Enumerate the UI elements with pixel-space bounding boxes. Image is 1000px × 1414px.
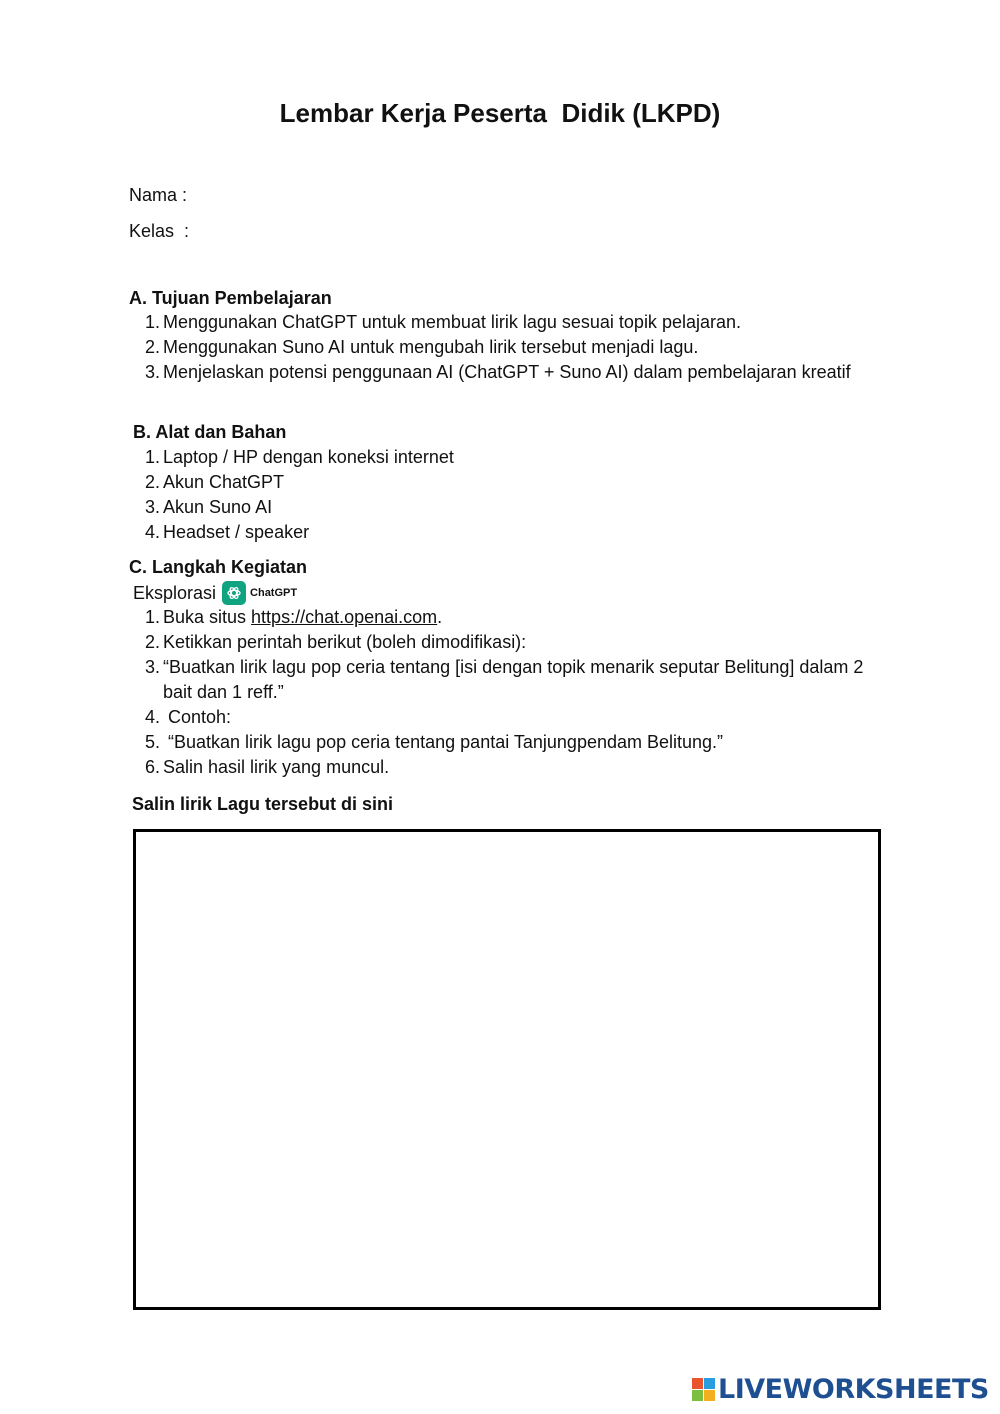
explore-line	[133, 581, 297, 605]
section-c-list	[145, 605, 883, 780]
page-title: Lembar Kerja Peserta Didik (LKPD)	[279, 98, 721, 128]
list-item: 2. Ketikkan perintah berikut (boleh dimodifikasi):	[145, 632, 527, 652]
list-item: 6. Salin hasil lirik yang muncul.	[145, 757, 390, 777]
section-c-heading: C. Langkah Kegiatan	[129, 557, 308, 577]
list-item: 5. “Buatkan lirik lagu pop ceria tentang pantai Tanjungpendam Belitung.”	[145, 732, 724, 752]
list-item: 4. Headset / speaker	[145, 522, 310, 542]
list-item: 3. Menjelaskan potensi penggunaan AI (ChatGPT + Suno AI) dalam pembelajaran kreatif	[145, 362, 851, 382]
section-a-list	[145, 310, 883, 385]
list-item: 3. Akun Suno AI	[145, 497, 273, 517]
liveworksheets-logo	[692, 1374, 989, 1405]
lyrics-input[interactable]	[136, 832, 878, 1307]
answer-label: Salin lirik Lagu tersebut di sini	[132, 794, 394, 814]
section-a-heading: A. Tujuan Pembelajaran	[129, 288, 332, 308]
liveworksheets-text: LIVEWORKSHEETS	[718, 1374, 989, 1405]
openai-link[interactable]: https://chat.openai.com	[251, 607, 438, 627]
section-b-list	[145, 445, 883, 545]
chatgpt-icon	[222, 581, 246, 605]
nama-label: Nama :	[129, 185, 188, 205]
list-item: 4. Contoh:	[145, 707, 232, 727]
explore-label: Eksplorasi	[133, 582, 217, 603]
cube-v	[692, 1390, 703, 1401]
chatgpt-logo-text: ChatGPT	[250, 587, 298, 599]
list-item: 1. Laptop / HP dengan koneksi internet	[145, 447, 454, 467]
list-item: 1. Buka situs https://chat.openai.com.	[145, 607, 443, 627]
cube-e	[704, 1390, 715, 1401]
kelas-label: Kelas :	[129, 221, 190, 241]
lyrics-answer-box[interactable]	[133, 829, 881, 1310]
section-b-heading: B. Alat dan Bahan	[133, 422, 287, 442]
cube-i	[704, 1378, 715, 1389]
liveworksheets-cubes-icon	[692, 1378, 715, 1401]
chatgpt-logo	[222, 581, 297, 605]
list-item: 2. Menggunakan Suno AI untuk mengubah lirik tersebut menjadi lagu.	[145, 337, 699, 357]
cube-l	[692, 1378, 703, 1389]
list-item: 3. “Buatkan lirik lagu pop ceria tentang [isi dengan topik menarik seputar Belitung] dalam 2 bait dan 1 reff.”	[145, 657, 864, 702]
list-item: 1. Menggunakan ChatGPT untuk membuat lirik lagu sesuai topik pelajaran.	[145, 312, 741, 332]
list-item: 2. Akun ChatGPT	[145, 472, 285, 492]
